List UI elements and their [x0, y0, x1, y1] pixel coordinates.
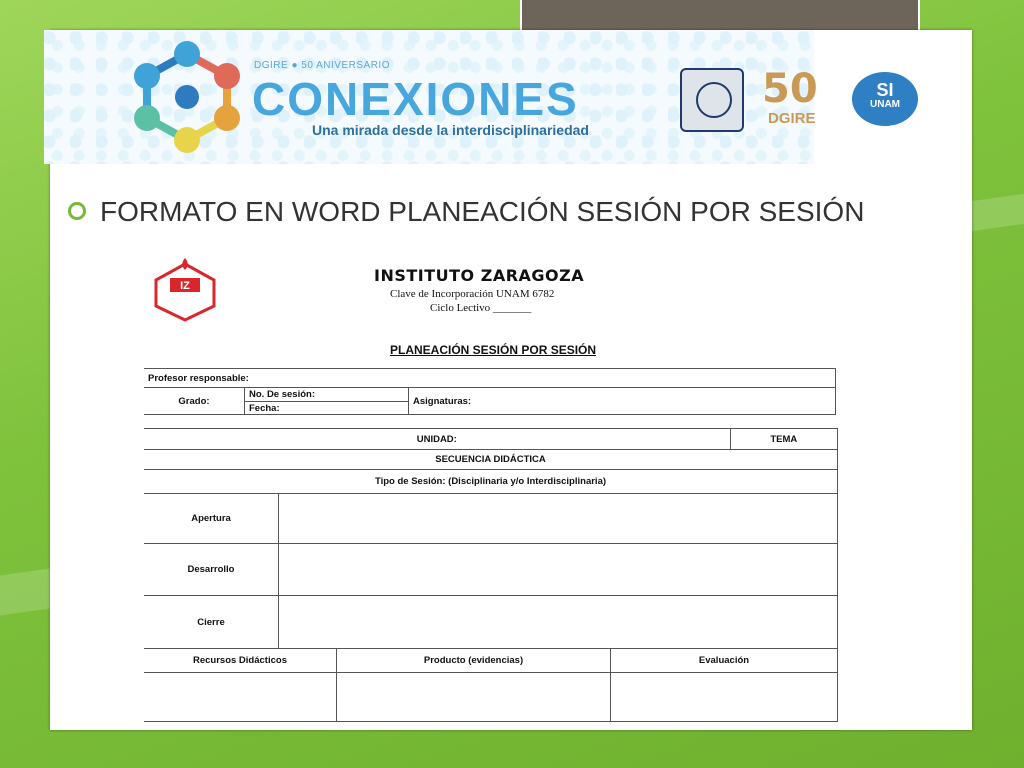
- sesion-label: No. De sesión:: [245, 388, 409, 402]
- slide-behind: [520, 0, 920, 32]
- slide: [50, 30, 972, 730]
- cierre-cell[interactable]: [279, 596, 838, 649]
- secuencia-label: SECUENCIA DIDÁCTICA: [144, 450, 838, 470]
- recursos-cell[interactable]: [144, 673, 337, 722]
- unam-logo-text: UNAM: [870, 99, 900, 110]
- tipo-sesion-label: Tipo de Sesión: (Disciplinaria y/o Interdisciplinaria): [144, 470, 838, 494]
- dgire-logo-text: DGIRE: [768, 110, 816, 127]
- slide-heading-text: FORMATO EN WORD PLANEACIÓN SESIÓN POR SESIÓN: [100, 196, 865, 227]
- dgire-50-logo: [762, 66, 842, 130]
- producto-cell[interactable]: [337, 673, 611, 722]
- fecha-label: Fecha:: [245, 402, 409, 415]
- producto-label: Producto (evidencias): [337, 649, 611, 673]
- tema-label: TEMA: [730, 429, 837, 450]
- logo-initials: IZ: [180, 280, 190, 292]
- desarrollo-cell[interactable]: [279, 544, 838, 596]
- banner-subtitle: Una mirada desde la interdisciplinariedad: [312, 122, 589, 138]
- institute-name: INSTITUTO ZARAGOZA: [374, 266, 585, 285]
- si-unam-logo: [852, 72, 918, 126]
- incorporation-key: Clave de Incorporación UNAM 6782: [390, 288, 555, 300]
- evaluacion-cell[interactable]: [611, 673, 838, 722]
- banner-tag: DGIRE ● 50 ANIVERSARIO: [254, 60, 390, 71]
- form-title: PLANEACIÓN SESIÓN POR SESIÓN: [390, 343, 597, 357]
- apertura-label: Apertura: [144, 494, 279, 544]
- apertura-cell[interactable]: [279, 494, 838, 544]
- grado-label: Grado:: [144, 388, 245, 415]
- evaluacion-label: Evaluación: [611, 649, 838, 673]
- partner-logos: [680, 68, 970, 138]
- desarrollo-label: Desarrollo: [144, 544, 279, 596]
- si-logo-text: SI: [876, 80, 894, 100]
- header-info-table: [144, 368, 836, 415]
- cierre-label: Cierre: [144, 596, 279, 649]
- school-cycle: Ciclo Lectivo _______: [430, 302, 532, 314]
- profesor-label: Profesor responsable:: [144, 369, 836, 388]
- banner-title: CONEXIONES: [252, 73, 579, 125]
- session-sequence-table: [144, 428, 838, 649]
- resources-evaluation-table: [144, 648, 838, 722]
- instituto-zaragoza-logo-icon: [150, 256, 220, 322]
- recursos-label: Recursos Didácticos: [144, 649, 337, 673]
- conexiones-logo-icon: [122, 36, 252, 156]
- dgire-logo-number: 50: [762, 66, 818, 112]
- unam-seal-icon: [680, 68, 744, 132]
- unidad-label: UNIDAD:: [144, 429, 730, 450]
- bullet-icon: [68, 202, 86, 220]
- slide-heading: [68, 196, 864, 228]
- asignaturas-label: Asignaturas:: [409, 388, 836, 415]
